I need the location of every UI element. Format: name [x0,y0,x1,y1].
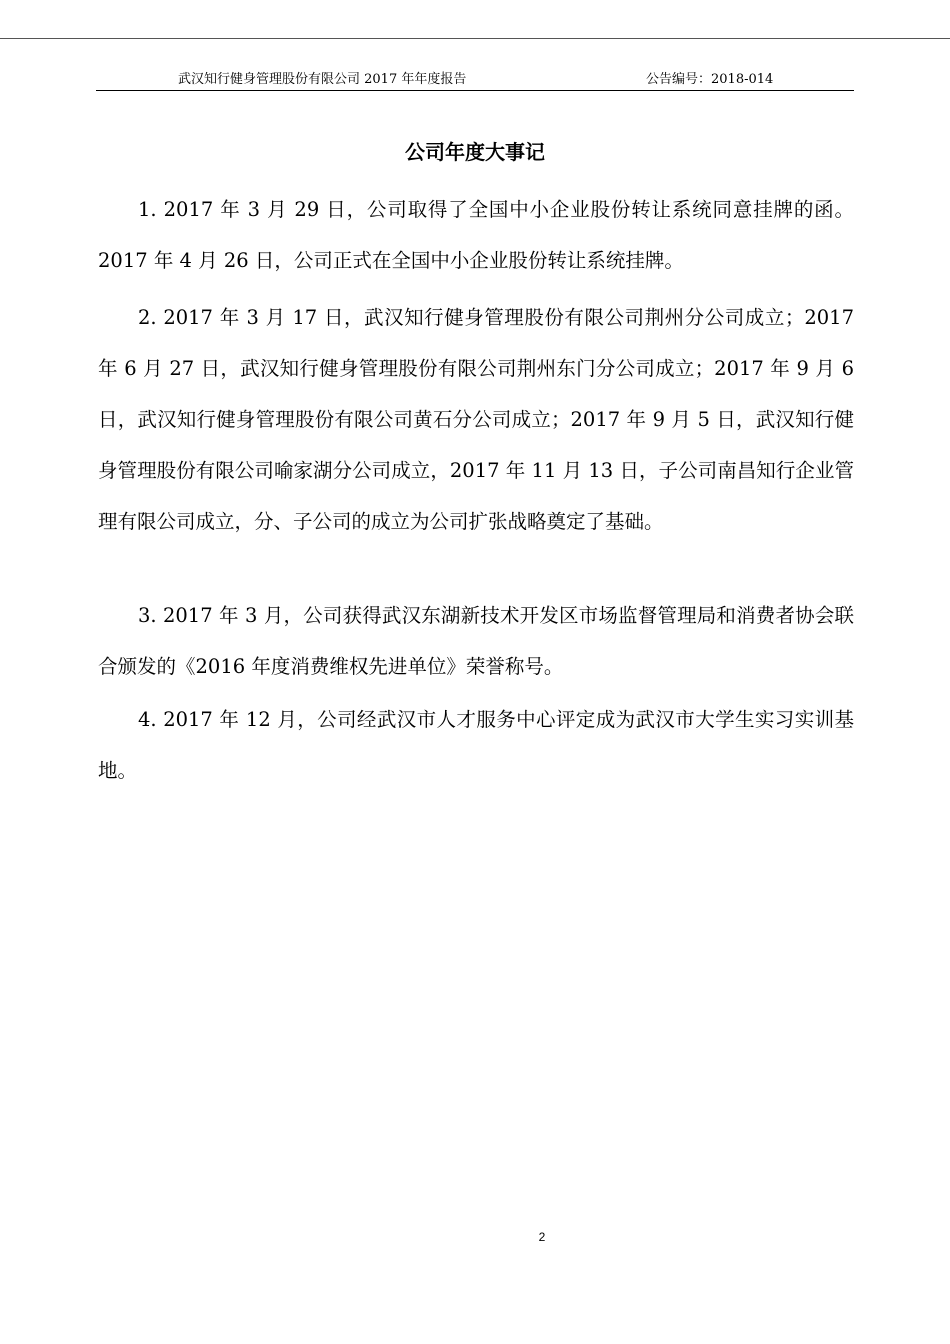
header-report-title: 武汉知行健身管理股份有限公司 2017 年年度报告 [178,72,467,87]
event-paragraph-4: 4. 2017 年 12 月，公司经武汉市人才服务中心评定成为武汉市大学生实习实训基地。 [98,708,854,782]
header-announcement-number: 公告编号：2018-014 [646,72,774,87]
event-paragraph-2: 2. 2017 年 3 月 17 日，武汉知行健身管理股份有限公司荆州分公司成立；2017 年 6 月 27 日，武汉知行健身管理股份有限公司荆州东门分公司成立；2017 年 9 月 6 日，武汉知行健身管理股份有限公司黄石分公司成立；2017 年 9 月 5 日，武汉知行健身管理股份有限公司喻家湖分公司成立，2017 年 11 月 13 日，子公司南昌知行企业管理有限公司成立，分、子公司的成立为公司扩张战略奠定了基础。 [98,306,854,533]
top-divider [0,38,950,39]
event-paragraph-1: 1. 2017 年 3 月 29 日，公司取得了全国中小企业股份转让系统同意挂牌的函。2017 年 4 月 26 日，公司正式在全国中小企业股份转让系统挂牌。 [98,198,854,272]
page-header [96,62,854,91]
page-title: 公司年度大事记 [405,140,545,164]
event-paragraph-3: 3. 2017 年 3 月，公司获得武汉东湖新技术开发区市场监督管理局和消费者协会联合颁发的《2016 年度消费维权先进单位》荣誉称号。 [98,604,854,678]
page-number: 2 [538,1230,546,1244]
